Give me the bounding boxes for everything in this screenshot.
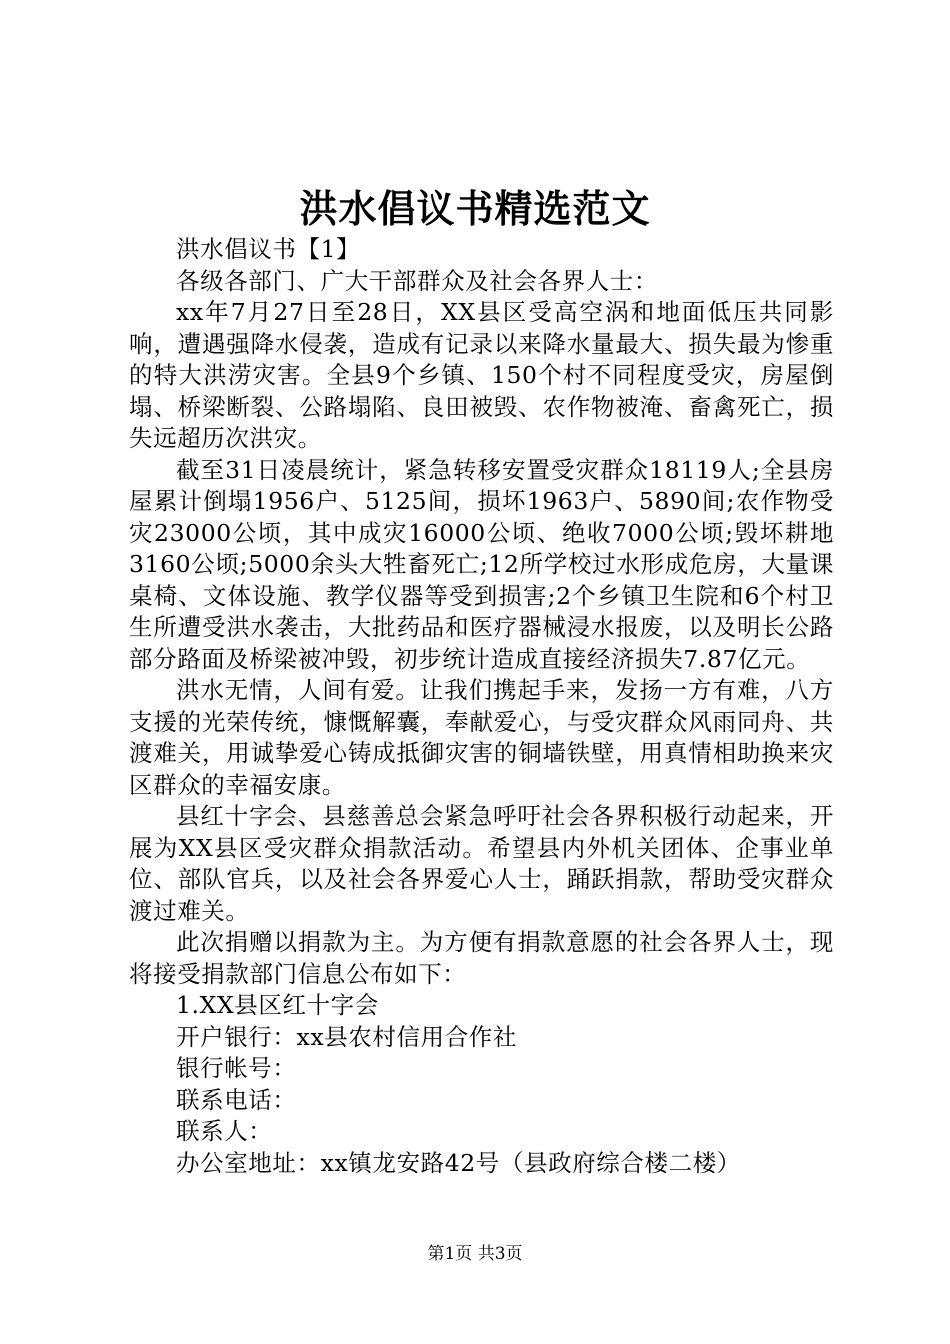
section-heading: 洪水倡议书【1】 — [176, 235, 361, 263]
office-address: 办公室地址：xx镇龙安路42号（县政府综合楼二楼） — [176, 1148, 741, 1177]
donation-org: 1.XX县区红十字会 — [176, 991, 379, 1019]
page-footer: 第1页 共3页 — [427, 1244, 523, 1264]
contact-person: 联系人： — [176, 1117, 273, 1145]
paragraph-donation-info: 此次捐赠以捐款为主。为方便有捐款意愿的社会各界人士，现将接受捐款部门信息公布如下： — [129, 928, 834, 988]
paragraph-appeal: 洪水无情，人间有爱。让我们携起手来，发扬一方有难，八方支援的光荣传统，慷慨解囊，奉献爱心，与受灾群众风雨同舟、共渡难关，用诚挚爱心铸成抵御灾害的铜墙铁壁，用真情相助换来灾区群众的幸福安康。 — [129, 676, 834, 799]
bank-name: 开户银行：xx县农村信用合作社 — [176, 1022, 518, 1051]
page-title: 洪水倡议书精选范文 — [299, 186, 651, 231]
paragraph-red-cross: 县红十字会、县慈善总会紧急呼吁社会各界积极行动起来，开展为XX县区受灾群众捐款活动。希望县内外机关团体、企事业单位、部队官兵，以及社会各界爱心人士，踊跃捐款，帮助受灾群众渡过难关。 — [129, 802, 834, 925]
paragraph-statistics: 截至31日凌晨统计，紧急转移安置受灾群众18119人;全县房屋累计倒塌1956户、5125间，损坏1963户、5890间;农作物受灾23000公顷，其中成灾16000公顷、绝收7000公顷;毁坏耕地3160公顷;5000余头大牲畜死亡;12所学校过水形成危房，大量课桌椅、文体设施、教学仪器等受到损害;2个乡镇卫生院和6个村卫生所遭受洪水袭击，大批药品和医疗器械浸水报废，以及明长公路部分路面及桥梁被冲毁，初步统计造成直接经济损失7.87亿元。 — [129, 455, 834, 673]
salutation: 各级各部门、广大干部群众及社会各界人士： — [176, 266, 658, 295]
paragraph-disaster-summary: xx年7月27日至28日，XX县区受高空涡和地面低压共同影响，遭遇强降水侵袭，造成有记录以来降水量最大、损失最为惨重的特大洪涝灾害。全县9个乡镇、150个村不同程度受灾，房屋倒塌、桥梁断裂、公路塌陷、良田被毁、农作物被淹、畜禽死亡，损失远超历次洪灾。 — [129, 298, 834, 452]
document-body — [129, 234, 834, 1179]
bank-account: 银行帐号： — [176, 1054, 297, 1082]
contact-phone: 联系电话： — [176, 1085, 297, 1114]
